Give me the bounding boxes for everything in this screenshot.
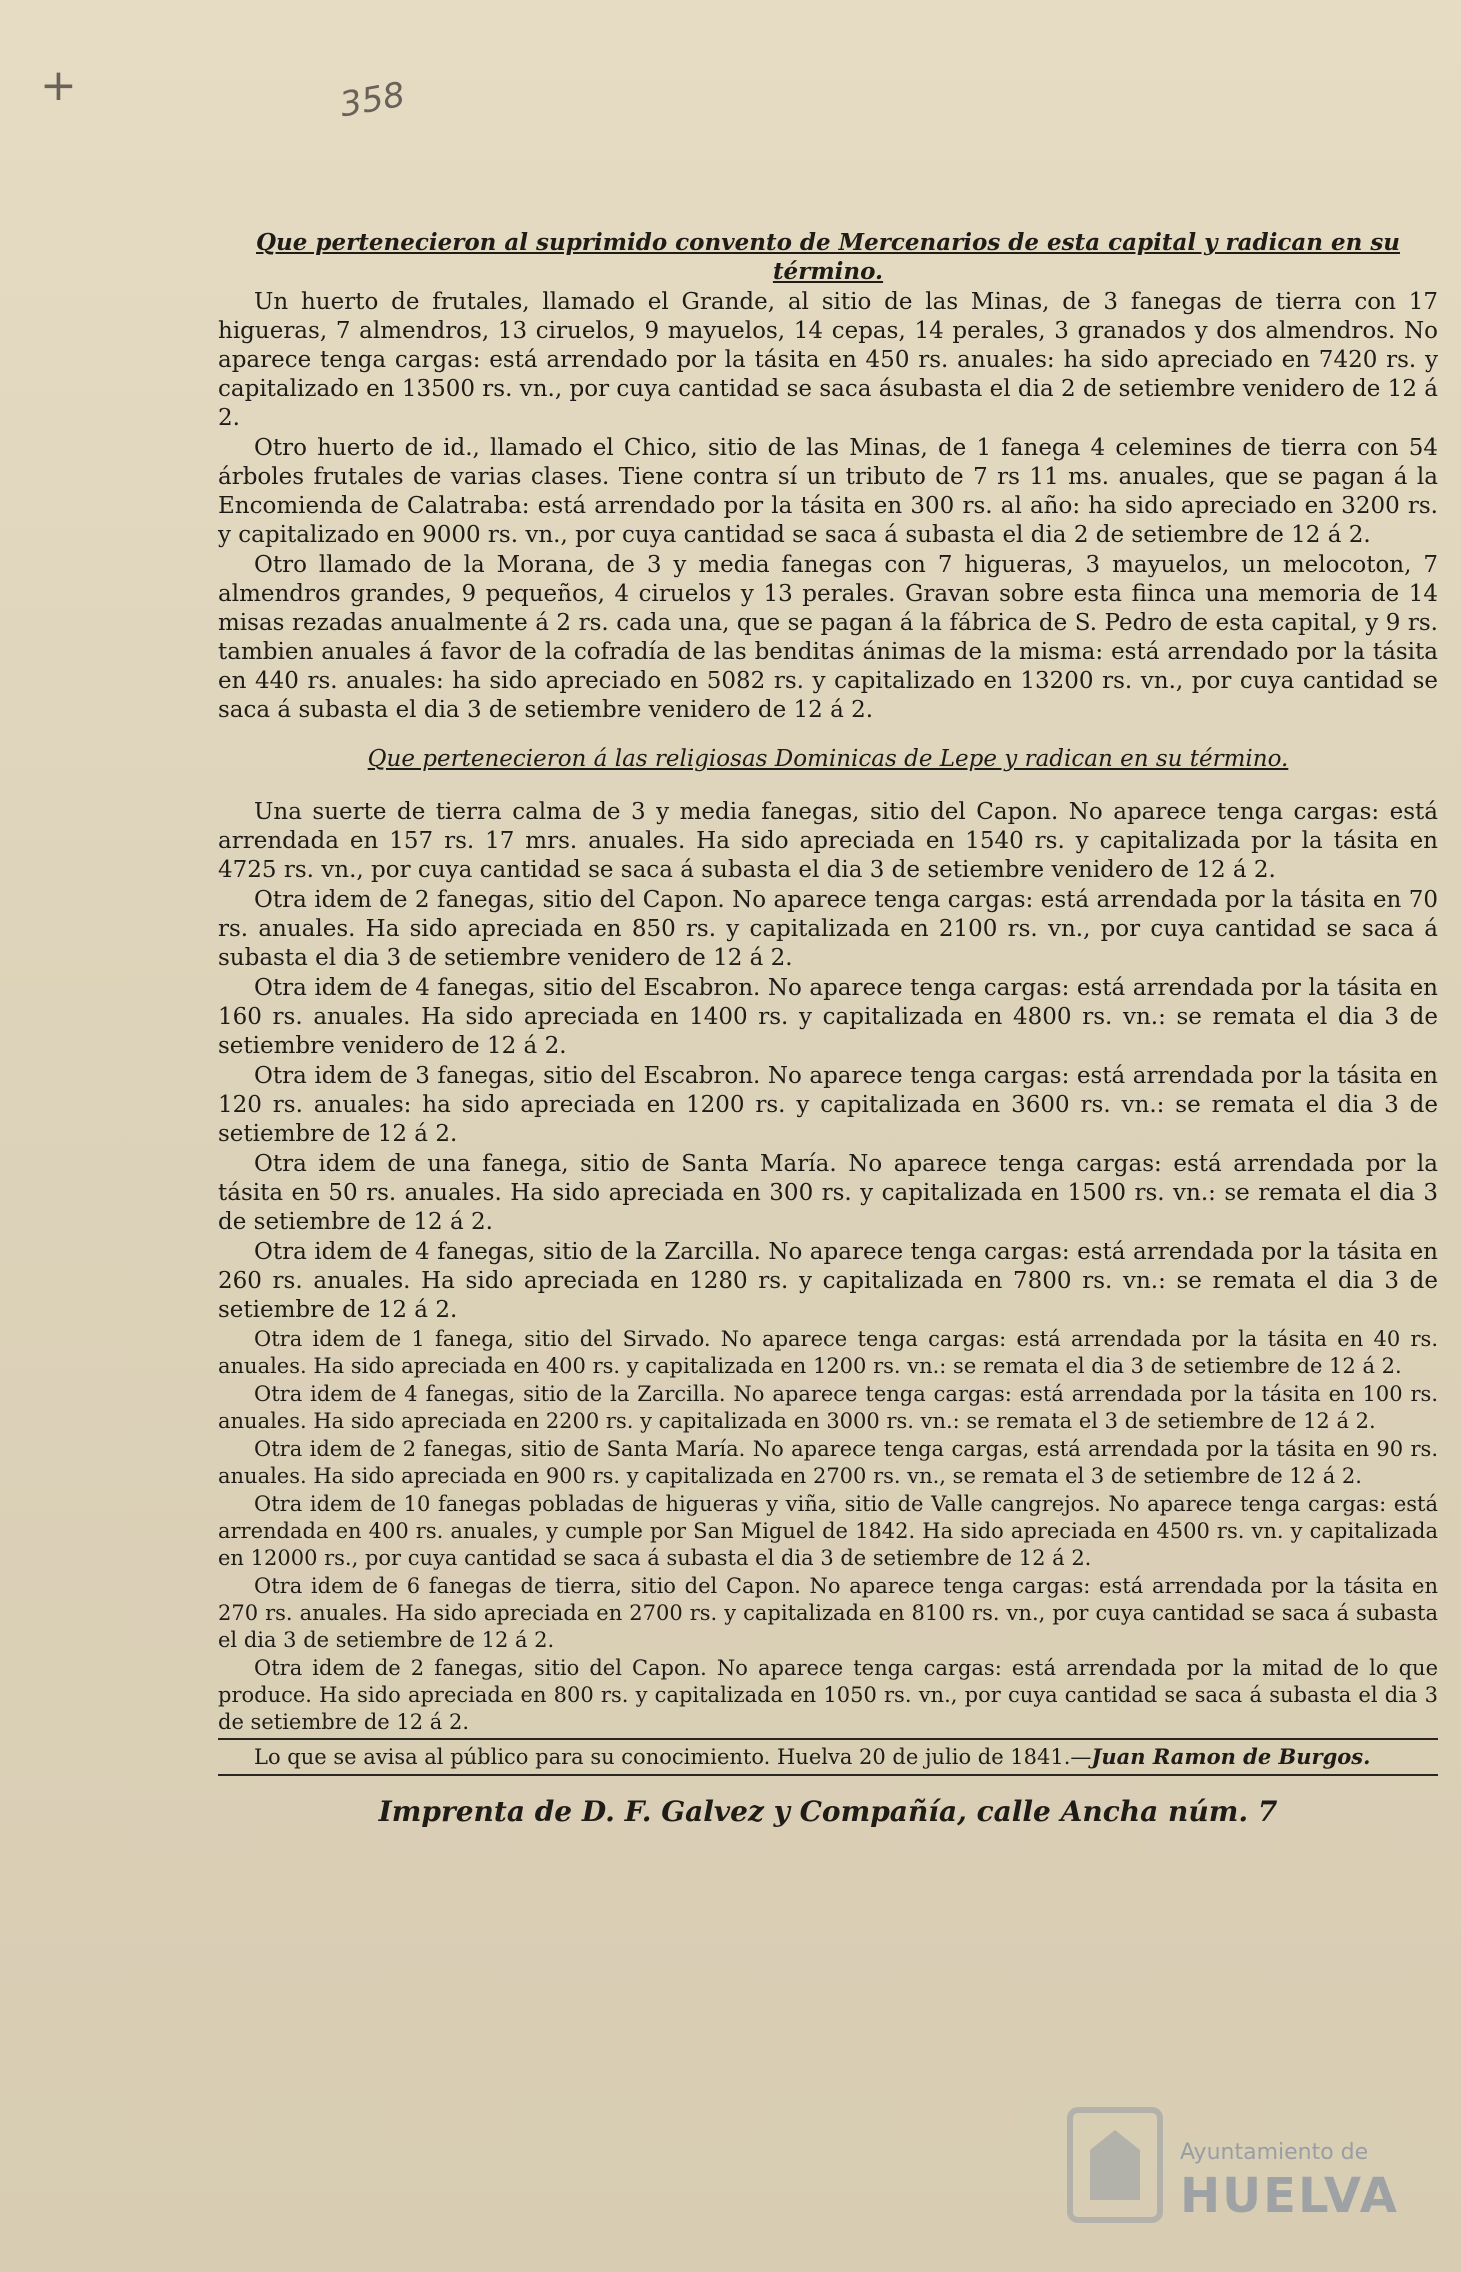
entry-paragraph: Otra idem de 4 fanegas, sitio del Escabron. No aparece tenga cargas: está arrendada por la tásita en 160 rs. anuales. Ha sido apreciada en 1400 rs. y capitalizada en 4800 rs. vn.: se remata el dia 3 de setiembre venidero de 12 á 2. [218,975,1438,1059]
entry-paragraph: Otra idem de 2 fanegas, sitio de Santa María. No aparece tenga cargas, está arrendada por la tásita en 90 rs. anuales. Ha sido apreciada en 900 rs. y capitalizada en 2700 rs. vn., se remata el 3 de setiembre de 12 á 2. [218,1437,1438,1488]
closing-line [218,1738,1438,1776]
entry-paragraph: Otra idem de 6 fanegas de tierra, sitio del Capon. No aparece tenga cargas: está arrendada por la tásita en 270 rs. anuales. Ha sido apreciada en 2700 rs. y capitalizada en 8100 rs. vn., por cuya cantidad se saca á subasta el dia 3 de setiembre de 12 á 2. [218,1574,1438,1652]
watermark-line1: Ayuntamiento de [1180,2140,1369,2165]
document-body [218,228,1438,1854]
page-number-handwritten: 358 [337,74,408,126]
entry-paragraph: Otra idem de una fanega, sitio de Santa María. No aparece tenga cargas: está arrendada por la tásita en 50 rs. anuales. Ha sido apreciada en 300 rs. y capitalizada en 1500 rs. vn.: se remata el dia 3 de setiembre de 12 á 2. [218,1151,1438,1235]
entry-paragraph: Un huerto de frutales, llamado el Grande, al sitio de las Minas, de 3 fanegas de tierra con 17 higueras, 7 almendros, 13 ciruelos, 9 mayuelos, 14 cepas, 14 perales, 3 granados y dos almendros. No aparece tenga cargas: está arrendado por la tásita en 450 rs. anuales: ha sido apreciado en 7420 rs. y capitalizado en 13500 rs. vn., por cuya cantidad se saca ásubasta el dia 2 de setiembre venidero de 12 á 2. [218,289,1438,431]
section-heading-2: Que pertenecieron á las religiosas Dominicas de Lepe y radican en su término. [367,746,1289,772]
closing-text: Lo que se avisa al público para su conocimiento. Huelva 20 de julio de 1841.— [254,1745,1092,1769]
entry-paragraph: Otra idem de 10 fanegas pobladas de higueras y viña, sitio de Valle cangrejos. No aparece tenga cargas: está arrendada en 400 rs. anuales, y cumple por San Miguel de 1842. Ha sido apreciada en 4500 rs. vn. y capitalizada en 12000 rs., por cuya cantidad se saca á subasta el dia 3 de setiembre de 12 á 2. [218,1492,1438,1570]
entry-paragraph: Otra idem de 4 fanegas, sitio de la Zarcilla. No aparece tenga cargas: está arrendada por la tásita en 100 rs. anuales. Ha sido apreciada en 2200 rs. y capitalizada en 3000 rs. vn.: se remata el 3 de setiembre de 12 á 2. [218,1382,1438,1433]
margin-plus: + [40,60,77,111]
entry-paragraph: Otra idem de 4 fanegas, sitio de la Zarcilla. No aparece tenga cargas: está arrendada por la tásita en 260 rs. anuales. Ha sido apreciada en 1280 rs. y capitalizada en 7800 rs. vn.: se remata el dia 3 de setiembre de 12 á 2. [218,1239,1438,1323]
entry-paragraph: Otra idem de 1 fanega, sitio del Sirvado. No aparece tenga cargas: está arrendada por la tásita en 40 rs. anuales. Ha sido apreciada en 400 rs. y capitalizada en 1200 rs. vn.: se remata el dia 3 de setiembre de 12 á 2. [218,1327,1438,1378]
section-heading-1: Que pertenecieron al suprimido convento de Mercenarios de esta capital y radican en su término. [256,229,1400,285]
signature: Juan Ramon de Burgos. [1091,1744,1371,1769]
entry-paragraph: Otro llamado de la Morana, de 3 y media fanegas con 7 higueras, 3 mayuelos, un melocoton, 7 almendros grandes, 9 pequeños, 4 ciruelos y 13 perales. Gravan sobre esta fiinca una memoria de 14 misas rezadas anualmente á 2 rs. cada una, que se pagan á la fábrica de S. Pedro de esta capital, y 9 rs. tambien anuales á favor de la cofradía de las benditas ánimas de la misma: está arrendado por la tásita en 440 rs. anuales: ha sido apreciado en 5082 rs. y capitalizado en 13200 rs. vn., por cuya cantidad se saca á subasta el dia 3 de setiembre venidero de 12 á 2. [218,552,1438,723]
entry-paragraph: Otra idem de 2 fanegas, sitio del Capon. No aparece tenga cargas: está arrendada por la tásita en 70 rs. anuales. Ha sido apreciada en 850 rs. y capitalizada en 2100 rs. vn., por cuya cantidad se saca á subasta el dia 3 de setiembre venidero de 12 á 2. [218,887,1438,971]
entry-paragraph: Otra idem de 3 fanegas, sitio del Escabron. No aparece tenga cargas: está arrendada por la tásita en 120 rs. anuales: ha sido apreciada en 1200 rs. y capitalizada en 3600 rs. vn.: se remata el dia 3 de setiembre de 12 á 2. [218,1063,1438,1147]
entry-paragraph: Otra idem de 2 fanegas, sitio del Capon. No aparece tenga cargas: está arrendada por la mitad de lo que produce. Ha sido apreciada en 800 rs. y capitalizada en 1050 rs. vn., por cuya cantidad se saca á subasta el dia 3 de setiembre de 12 á 2. [218,1656,1438,1734]
printer-imprint: Imprenta de D. F. Galvez y Compañía, calle Ancha núm. 7 [378,1795,1278,1828]
entry-paragraph: Una suerte de tierra calma de 3 y media fanegas, sitio del Capon. No aparece tenga cargas: está arrendada en 157 rs. 17 mrs. anuales. Ha sido apreciada en 1540 rs. y capitalizada por la tásita en 4725 rs. vn., por cuya cantidad se saca á subasta el dia 3 de setiembre venidero de 12 á 2. [218,799,1438,883]
entry-paragraph: Otro huerto de id., llamado el Chico, sitio de las Minas, de 1 fanega 4 celemines de tierra con 54 árboles frutales de varias clases. Tiene contra sí un tributo de 7 rs 11 ms. anuales, que se pagan á la Encomienda de Calatraba: está arrendado por la tásita en 300 rs. al año: ha sido apreciado en 3200 rs. y capitalizado en 9000 rs. vn., por cuya cantidad se saca á subasta el dia 2 de setiembre de 12 á 2. [218,435,1438,548]
watermark-line2: HUELVA [1180,2168,1399,2224]
